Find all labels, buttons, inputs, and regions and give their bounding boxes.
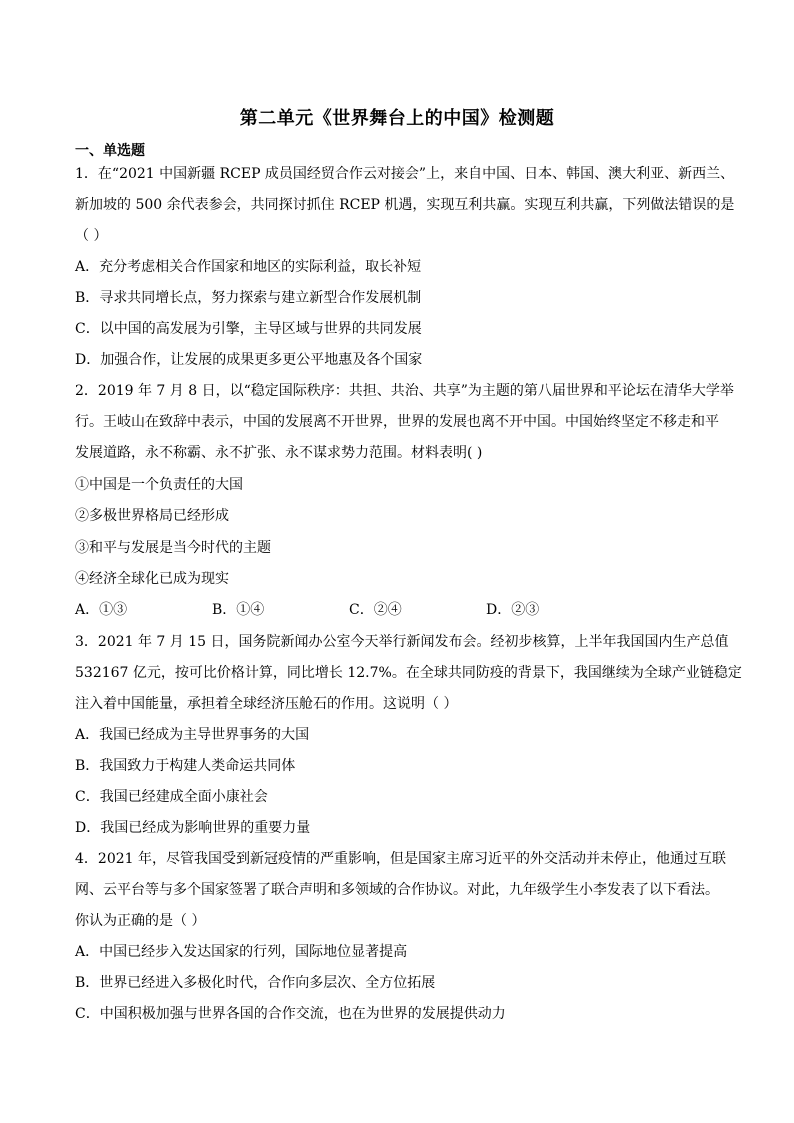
q3-line-2: 532167 亿元，按可比价格计算，同比增长 12.7%。在全球共同防疫的背景下，我国继续为全球产业链稳定: [75, 665, 742, 681]
q3-line-1: 3．2021 年 7 月 15 日，国务院新闻办公室今天举行新闻发布会。经初步核算，上半年我国国内生产总值: [75, 634, 729, 650]
q4-option-b: B．世界已经进入多极化时代，合作向多层次、全方位拓展: [75, 975, 436, 991]
q1-option-c: C．以中国的高发展为引擎，主导区域与世界的共同发展: [75, 321, 422, 337]
q2-line-2: 行。王岐山在致辞中表示，中国的发展离不开世界，世界的发展也离不开中国。中国始终坚定不移走和平: [75, 414, 719, 430]
page-title: 第二单元《世界舞台上的中国》检测题: [239, 108, 555, 129]
q2-line-3: 发展道路，永不称霸、永不扩张、永不谋求势力范围。材料表明( ): [75, 445, 483, 461]
q1-line-2: 新加坡的 500 余代表参会，共同探讨抓住 RCEP 机遇，实现互利共赢。实现互利共赢，下列做法错误的是: [75, 197, 735, 213]
q2-option-b: B．①④: [212, 602, 265, 618]
q2-option-a: A．①③: [75, 602, 128, 618]
q3-option-a: A．我国已经成为主导世界事务的大国: [75, 727, 310, 743]
q2-option-d: D．②③: [486, 602, 540, 618]
q4-option-a: A．中国已经步入发达国家的行列，国际地位显著提高: [75, 944, 408, 960]
q3-option-b: B．我国致力于构建人类命运共同体: [75, 758, 296, 774]
q1-option-d: D．加强合作，让发展的成果更多更公平地惠及各个国家: [75, 352, 423, 368]
q2-line-1: 2．2019 年 7 月 8 日，以“稳定国际秩序：共担、共治、共享”为主题的第八届世界和平论坛在清华大学举: [75, 383, 734, 399]
q2-statement-4: ④经济全球化已成为现实: [75, 571, 229, 587]
q1-line-1: 1．在“2021 中国新疆 RCEP 成员国经贸合作云对接会”上，来自中国、日本、韩国、澳大利亚、新西兰、: [75, 166, 735, 182]
q3-option-d: D．我国已经成为影响世界的重要力量: [75, 820, 311, 836]
q4-line-1: 4．2021 年，尽管我国受到新冠疫情的严重影响，但是国家主席习近平的外交活动并未停止，他通过互联: [75, 851, 726, 867]
q2-statement-3: ③和平与发展是当今时代的主题: [75, 540, 271, 556]
q4-option-c: C．中国积极加强与世界各国的合作交流，也在为世界的发展提供动力: [75, 1006, 506, 1022]
q4-line-3: 你认为正确的是（ ）: [75, 913, 206, 929]
q3-option-c: C．我国已经建成全面小康社会: [75, 789, 268, 805]
q4-line-2: 网、云平台等与多个国家签署了联合声明和多领域的合作协议。对此，九年级学生小李发表了以下看法。: [75, 882, 719, 898]
q3-line-3: 注入着中国能量，承担着全球经济压舱石的作用。这说明（ ）: [75, 696, 458, 712]
q2-options-row: [75, 600, 623, 620]
q1-line-3: （ ）: [75, 228, 108, 244]
q2-statement-1: ①中国是一个负责任的大国: [75, 477, 243, 493]
q2-statement-2: ②多极世界格局已经形成: [75, 508, 229, 524]
q1-option-a: A．充分考虑相关合作国家和地区的实际利益，取长补短: [75, 259, 422, 275]
q2-option-c: C．②④: [349, 602, 402, 618]
q1-option-b: B．寻求共同增长点，努力探索与建立新型合作发展机制: [75, 290, 422, 306]
section-heading: 一、单选题: [75, 143, 145, 159]
